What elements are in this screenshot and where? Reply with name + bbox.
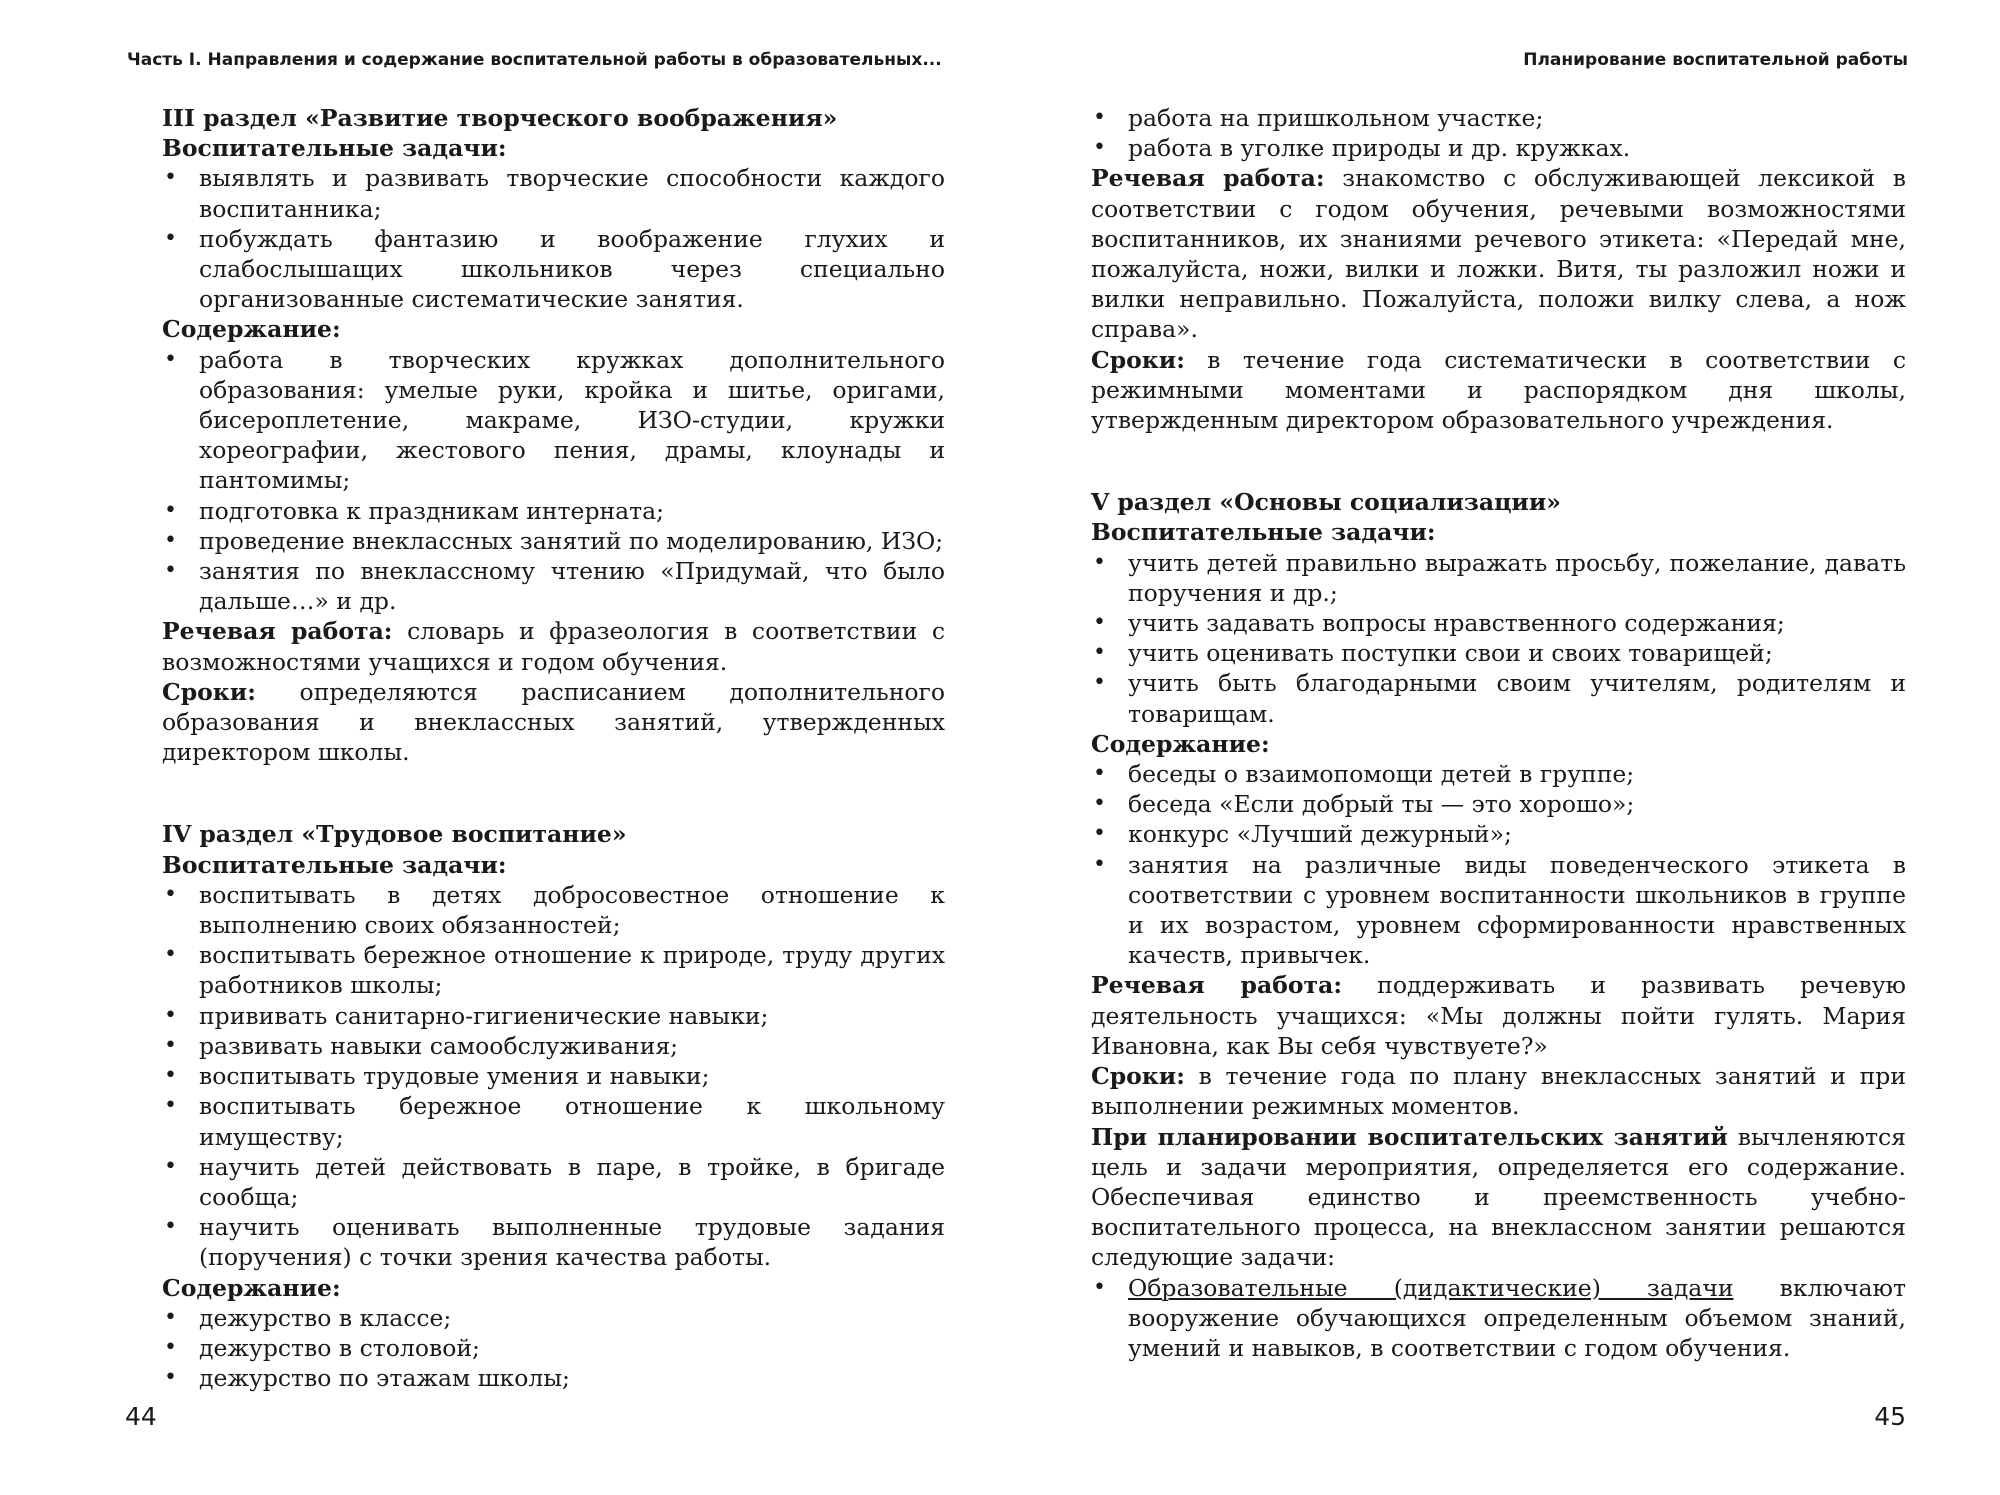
tasks-heading: Воспитательные задачи: xyxy=(1091,518,1436,547)
content-heading: Содержание: xyxy=(162,315,341,344)
list-item: • побуждать фантазию и воображение глухих и слабослышащих школьников через специально организованные систематические занятия. xyxy=(162,224,945,315)
tasks-list xyxy=(162,163,945,314)
list-item: • конкурс «Лучший дежурный»; xyxy=(1091,819,1906,849)
speech-work-paragraph xyxy=(162,616,945,676)
tasks-heading: Воспитательные задачи: xyxy=(162,850,507,879)
list-item: • воспитывать бережное отношение к природе, труду других работников школы; xyxy=(162,940,945,1000)
list-item: • учить оценивать поступки свои и своих товарищей; xyxy=(1091,638,1906,668)
right-page xyxy=(1000,0,2000,1495)
terms-text: в течение года по плану внеклассных занятий и при выполнении режимных моментов. xyxy=(1091,1062,1906,1121)
speech-work-label: Речевая работа: xyxy=(1091,164,1325,193)
planning-lead: При планировании воспитательских занятий xyxy=(1091,1122,1728,1151)
speech-work-text: словарь и фразеология в соответствии с возможностями учащихся и годом обучения. xyxy=(162,617,945,676)
right-column xyxy=(1091,103,1906,1363)
tasks-list xyxy=(162,880,945,1273)
list-item: • проведение внеклассных занятий по моделированию, ИЗО; xyxy=(162,526,945,556)
content-list xyxy=(162,1303,945,1394)
tasks-list xyxy=(1091,548,1906,729)
section-title: III раздел «Развитие творческого воображения» xyxy=(162,104,838,132)
list-item: • выявлять и развивать творческие способности каждого воспитанника; xyxy=(162,163,945,223)
speech-work-label: Речевая работа: xyxy=(162,617,393,646)
speech-work-paragraph xyxy=(1091,970,1906,1061)
section-title: IV раздел «Трудовое воспитание» xyxy=(162,820,627,849)
terms-label: Сроки: xyxy=(162,677,256,706)
content-list xyxy=(1091,103,1906,163)
section-title: V раздел «Основы социализации» xyxy=(1091,488,1561,517)
list-item: • работа в уголке природы и др. кружках. xyxy=(1091,133,1906,163)
speech-work-text: поддерживать и развивать речевую деятельность учащихся: «Мы должны пойти гулять. Мария Ивановна, как Вы себя чувствуете?» xyxy=(1091,971,1906,1060)
page-number: 45 xyxy=(1874,1402,1906,1431)
tasks-heading: Воспитательные задачи: xyxy=(162,134,507,163)
speech-work-text: знакомство с обслуживающей лексикой в соответствии с годом обучения, речевыми возможностями воспитанников, их знаниями речевого этикета: «Передай мне, пожалуйста, ножи, вилки и ложки. Витя, ты разложил ножи и вилки неправильно. Пожалуйста, положи вилку слева, а нож справа». xyxy=(1091,164,1906,344)
list-item: • научить детей действовать в паре, в тройке, в бригаде сообща; xyxy=(162,1152,945,1212)
content-list xyxy=(1091,759,1906,970)
item-text: включают вооружение обучающихся определенным объемом знаний, умений и навыков, в соответствии с годом обучения. xyxy=(1128,1273,1906,1362)
planning-list xyxy=(1091,1273,1906,1364)
list-item: • беседы о взаимопомощи детей в группе; xyxy=(1091,759,1906,789)
planning-text: вычленяются цель и задачи мероприятия, определяется его содержание. Обеспечивая единство и преемственность учебно-воспитательного процесса, на внеклассном занятии решаются следующие задачи: xyxy=(1091,1122,1906,1272)
terms-label: Сроки: xyxy=(1091,345,1185,374)
list-item: • занятия на различные виды поведенческого этикета в соответствии с уровнем воспитанности школьников в группе и их возрастом, уровнем сформированности нравственных качеств, привычек. xyxy=(1091,850,1906,971)
list-item: • прививать санитарно-гигиенические навыки; xyxy=(162,1001,945,1031)
list-item: • учить задавать вопросы нравственного содержания; xyxy=(1091,608,1906,638)
list-item: • дежурство по этажам школы; xyxy=(162,1363,945,1393)
list-item: • беседа «Если добрый ты — это хорошо»; xyxy=(1091,789,1906,819)
terms-label: Сроки: xyxy=(1091,1062,1185,1091)
list-item: • научить оценивать выполненные трудовые задания (поручения) с точки зрения качества работы. xyxy=(162,1212,945,1272)
running-head: Часть I. Направления и содержание воспитательной работы в образовательных... xyxy=(127,50,942,70)
terms-paragraph xyxy=(1091,345,1906,436)
list-item: • воспитывать в детях добросовестное отношение к выполнению своих обязанностей; xyxy=(162,880,945,940)
content-heading: Содержание: xyxy=(1091,729,1270,758)
terms-text: в течение года систематически в соответствии с режимными моментами и распорядком дня школы, утвержденным директором образовательного учреждения. xyxy=(1091,345,1906,435)
content-list xyxy=(162,345,945,617)
list-item: • дежурство в классе; xyxy=(162,1303,945,1333)
running-head: Планирование воспитательной работы xyxy=(1523,50,1908,70)
list-item: • развивать навыки самообслуживания; xyxy=(162,1031,945,1061)
content-heading: Содержание: xyxy=(162,1273,341,1302)
list-item: • учить быть благодарными своим учителям, родителям и товарищам. xyxy=(1091,668,1906,728)
list-item: • занятия по внеклассному чтению «Придумай, что было дальше…» и др. xyxy=(162,556,945,616)
page-number: 44 xyxy=(125,1402,157,1431)
planning-paragraph xyxy=(1091,1122,1906,1273)
list-item: • работа в творческих кружках дополнительного образования: умелые руки, кройка и шитье, оригами, бисероплетение, макраме, ИЗО-студии, кружки хореографии, жестового пения, драмы, клоунады и пантомимы; xyxy=(162,345,945,496)
list-item xyxy=(1091,1273,1906,1364)
list-item: • работа на пришкольном участке; xyxy=(1091,103,1906,133)
underlined-term: Образовательные (дидактические) задачи xyxy=(1128,1273,1734,1302)
left-column xyxy=(162,103,945,1393)
speech-work-paragraph xyxy=(1091,163,1906,344)
list-item: • учить детей правильно выражать просьбу, пожелание, давать поручения и др.; xyxy=(1091,548,1906,608)
list-item: • воспитывать бережное отношение к школьному имуществу; xyxy=(162,1091,945,1151)
speech-work-label: Речевая работа: xyxy=(1091,971,1343,1000)
terms-paragraph xyxy=(1091,1061,1906,1121)
list-item: • воспитывать трудовые умения и навыки; xyxy=(162,1061,945,1091)
list-item: • дежурство в столовой; xyxy=(162,1333,945,1363)
terms-text: определяются расписанием дополнительного образования и внеклассных занятий, утвержденных директором школы. xyxy=(162,677,945,767)
list-item: • подготовка к праздникам интерната; xyxy=(162,496,945,526)
terms-paragraph xyxy=(162,677,945,768)
